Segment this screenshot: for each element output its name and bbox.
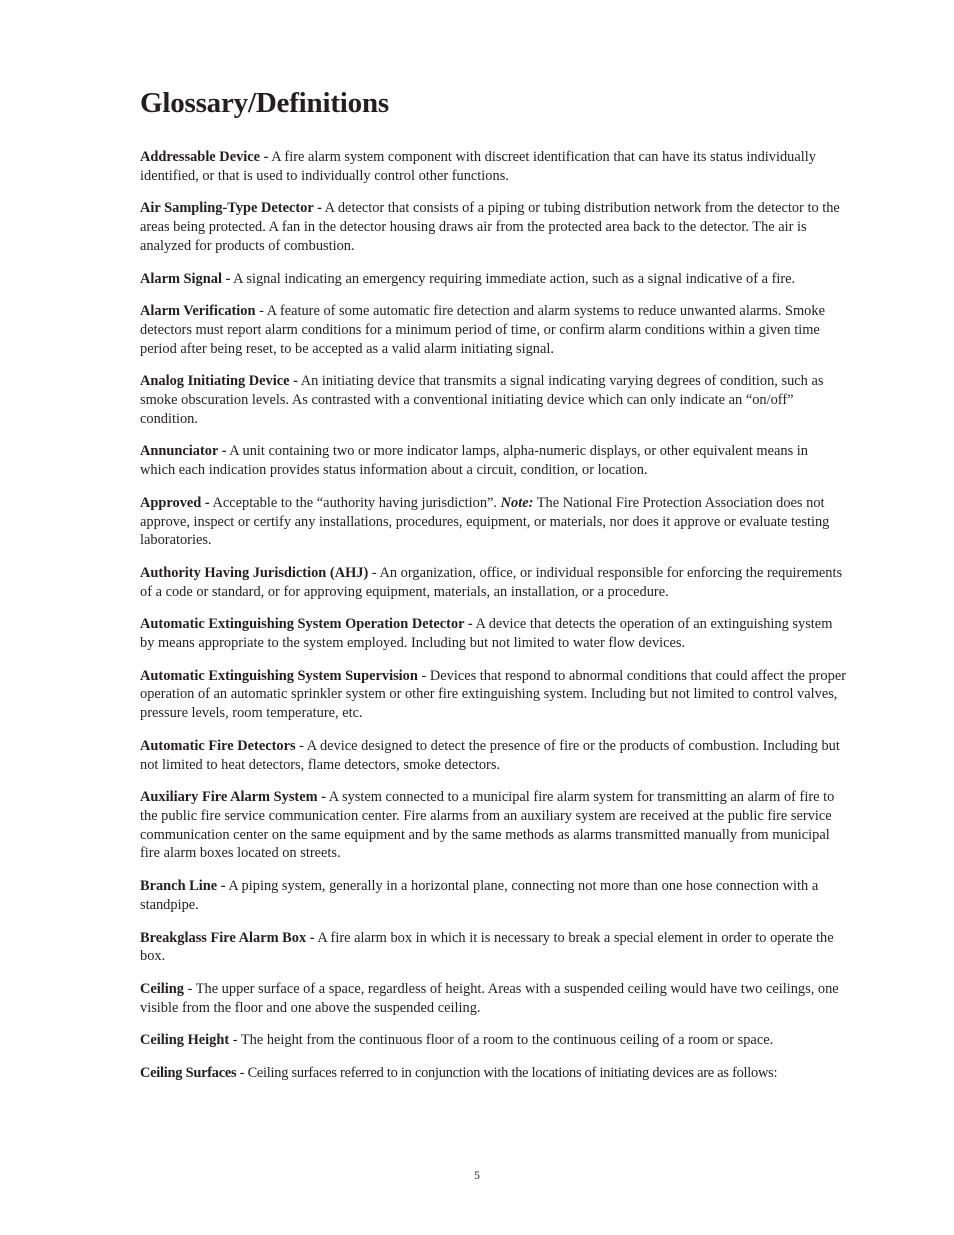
glossary-entry-alarm-signal (140, 270, 846, 289)
glossary-definition: A fire alarm system component with discreet identification that can have its status individually identified, or that is used to individually control other functions. (140, 149, 816, 184)
glossary-entry-branch-line (140, 877, 846, 914)
glossary-term: Authority Having Jurisdiction (AHJ) (140, 564, 369, 581)
glossary-definition: A detector that consists of a piping or tubing distribution network from the detector to the areas being protected. A fan in the detector housing draws air from the protected area back to the detector. The air is analyzed for products of combustion. (140, 200, 840, 254)
glossary-page (140, 83, 846, 1097)
glossary-definition: A system connected to a municipal fire alarm system for transmitting an alarm of fire to the public fire service communication center. Fire alarms from an auxiliary system are received at the public fire service communication center on the same equipment and by the same methods as alarms transmitted manually from municipal fire alarm boxes located on streets. (140, 789, 835, 862)
glossary-definition-continued: The National Fire Protection Association does not approve, inspect or certify any installations, procedures, equipment, or materials, nor does it approve or evaluate testing laboratories. (140, 494, 830, 549)
glossary-definition: - The upper surface of a space, regardless of height. Areas with a suspended ceiling would have two ceilings, one visible from the floor and one above the suspended ceiling. (140, 980, 839, 1016)
glossary-definition: Acceptable to the “authority having jurisdiction”. (209, 494, 501, 511)
glossary-term: Auxiliary Fire Alarm System - (140, 789, 326, 806)
glossary-entry-alarm-verification (140, 302, 846, 358)
glossary-term: Automatic Extinguishing System Supervision (140, 667, 418, 684)
glossary-term: Alarm Verification (140, 303, 256, 320)
glossary-term: Breakglass Fire Alarm Box - (140, 929, 315, 946)
glossary-entry-analog-initiating-device (140, 372, 846, 428)
glossary-term: Analog Initiating Device - (140, 373, 298, 390)
glossary-definition: - Devices that respond to abnormal conditions that could affect the proper operation of an automatic sprinkler system or other fire extinguishing system. Including but not limited to control valves, pressure levels, room temperature, etc. (140, 667, 846, 722)
glossary-definition: An initiating device that transmits a signal indicating varying degrees of condition, such as smoke obscuration levels. As contrasted with a conventional initiating device which can only indicate an “on/off” condition. (140, 373, 824, 427)
glossary-definition: A device that detects the operation of an extinguishing system by means appropriate to the system employed. Including but not limited to water flow devices. (140, 616, 833, 652)
glossary-entry-addressable-device (140, 148, 846, 185)
glossary-entry-ceiling-height (140, 1031, 846, 1050)
glossary-entry-breakglass-fire-alarm-box (140, 929, 846, 966)
glossary-entry-authority-having-jurisdiction (140, 564, 846, 601)
glossary-definition: A unit containing two or more indicator lamps, alpha-numeric displays, or other equivalent means in which each indication provides status information about a circuit, condition, or location. (140, 443, 808, 479)
glossary-entry-automatic-extinguishing-system-operation-detector (140, 615, 846, 652)
glossary-term: Ceiling Surfaces (140, 1065, 237, 1082)
glossary-term: Ceiling (140, 980, 184, 997)
glossary-entry-ceiling-surfaces (140, 1064, 846, 1083)
glossary-term: Automatic Fire Detectors (140, 737, 296, 754)
glossary-definition: - An organization, office, or individual responsible for enforcing the requirements of a code or standard, or for approving equipment, materials, an installation, or a procedure. (140, 564, 843, 600)
page-number: 5 (474, 1170, 480, 1182)
glossary-definition: A signal indicating an emergency requiring immediate action, such as a signal indicative of a fire. (230, 270, 796, 287)
glossary-entry-automatic-extinguishing-system-supervision (140, 667, 846, 723)
page-title: Glossary/Definitions (140, 87, 389, 119)
glossary-entry-auxiliary-fire-alarm-system (140, 788, 846, 863)
glossary-term: Addressable Device - (140, 149, 269, 165)
glossary-entry-ceiling (140, 980, 846, 1017)
glossary-term: Ceiling Height (140, 1032, 230, 1049)
glossary-definition: - The height from the continuous floor of a room to the continuous ceiling of a room or space. (229, 1032, 774, 1049)
glossary-term: Branch Line - (140, 878, 226, 895)
glossary-entry-annunciator (140, 442, 846, 479)
glossary-term: Air Sampling-Type Detector - (140, 200, 322, 217)
glossary-term: Approved - (140, 494, 210, 511)
glossary-definition: - A device designed to detect the presence of fire or the products of combustion. Including but not limited to heat detectors, flame detectors, smoke detectors. (140, 737, 840, 773)
glossary-entry-automatic-fire-detectors (140, 737, 846, 774)
glossary-entry-approved (140, 494, 846, 550)
glossary-term: Automatic Extinguishing System Operation Detector - (140, 616, 473, 633)
note-label: Note: (500, 494, 534, 511)
glossary-definition: A piping system, generally in a horizontal plane, connecting not more than one hose connection with a standpipe. (140, 878, 819, 913)
glossary-definition: - Ceiling surfaces referred to in conjunction with the locations of initiating devices are as follows: (236, 1065, 778, 1082)
glossary-term: Annunciator - (140, 443, 227, 460)
glossary-term: Alarm Signal - (140, 270, 231, 287)
glossary-definition: A fire alarm box in which it is necessary to break a special element in order to operate the box. (140, 929, 834, 965)
glossary-entry-air-sampling-type-detector (140, 199, 846, 255)
glossary-definition: - A feature of some automatic fire detection and alarm systems to reduce unwanted alarms. Smoke detectors must report alarm conditions for a minimum period of time, or confirm alarm conditions within a given time period after being reset, to be accepted as a valid alarm initiating signal. (140, 303, 825, 357)
